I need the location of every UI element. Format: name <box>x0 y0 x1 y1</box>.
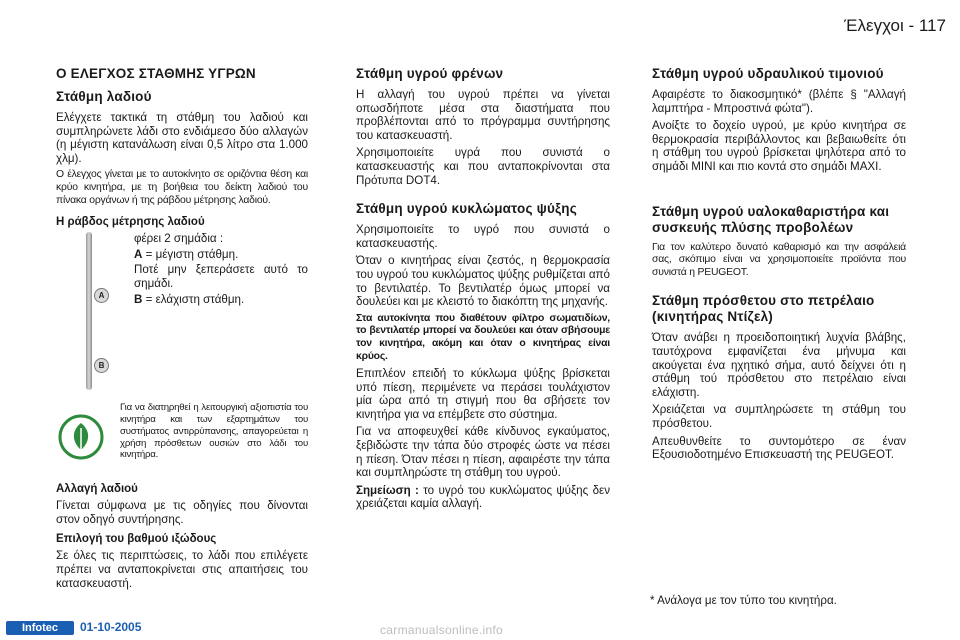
leaf-recycle-icon <box>58 414 104 460</box>
dipstick-intro: φέρει 2 σημάδια : <box>134 232 224 246</box>
diesel-additive-paragraph-1: Όταν ανάβει η προειδοποιητική λυχνία βλάβης, ταυτόχρονα εμφανίζεται ένα μήνυμα και ακούγεται ένα ηχητικό σήμα, αυτό δείχνει ότι η στάθμη τού πρόσθετου στο πετρέλαιο είναι ελάχιστη. <box>652 331 906 399</box>
dipstick-icon <box>86 232 92 390</box>
page-header: Έλεγχοι - 117 <box>844 16 946 35</box>
dipstick-mark-b: B <box>94 358 109 373</box>
dipstick-b-line <box>134 293 308 307</box>
mark-b-text: = ελάχιστη στάθμη. <box>142 292 245 306</box>
mark-a-text: = μέγιστη στάθμη. <box>142 247 239 261</box>
eco-note <box>56 402 308 476</box>
steering-fluid-paragraph-1: Αφαιρέστε το διακοσμητικό* (βλέπε § "Αλλαγή λαμπτήρα - Μπροστινά φώτα"). <box>652 88 906 115</box>
oil-grade-text: Σε όλες τις περιπτώσεις, το λάδι που επιλέγετε πρέπει να ανταποκρίνεται στις απαιτήσεις του κατασκευαστή. <box>56 549 308 590</box>
coolant-note <box>356 484 610 511</box>
dipstick-mark-a: A <box>94 288 109 303</box>
oil-change-title: Αλλαγή λαδιού <box>56 483 138 496</box>
mark-b-letter: B <box>134 292 143 306</box>
eco-note-paragraph: Για να διατηρηθεί η λειτουργική αξιοπιστία του κινητήρα και των εξαρτημάτων του συστήματος αντιρρύπανσης, απαγορεύεται η χρήση πρόσθετων ουσιών στο λάδι του κινητήρα. <box>120 402 308 461</box>
diesel-additive-title: Στάθμη πρόσθετου στο πετρέλαιο (κινητήρας Ντίζελ) <box>652 293 875 325</box>
brake-fluid-paragraph-1: Η αλλαγή του υγρού πρέπει να γίνεται οπωσδήποτε μέσα στα διαστήματα που προβλέπονται από το πρόγραμμα συντήρησης του κατασκευαστή. <box>356 88 610 142</box>
steering-fluid-title: Στάθμη υγρού υδραυλικού τιμονιού <box>652 66 884 81</box>
coolant-title: Στάθμη υγρού κυκλώματος ψύξης <box>356 201 577 217</box>
diesel-additive-paragraph-2: Χρειάζεται να συμπληρώσετε τη στάθμη του πρόσθετου. <box>652 403 906 430</box>
watermark: carmanualsonline.info <box>380 623 504 637</box>
coolant-paragraph-2: Όταν ο κινητήρας είναι ζεστός, η θερμοκρασία του υγρού του κυκλώματος ψύξης ρυθμίζεται από το βεντιλατέρ. Το βεντιλατέρ όμως μπορεί να δουλεύει και με κλειστό το διακόπτη της μηχανής. <box>356 254 610 309</box>
oil-grade-title: Επιλογή του βαθμού ιξώδους <box>56 533 217 546</box>
mark-a-letter: A <box>134 247 143 261</box>
diesel-additive-paragraph-3: Απευθυνθείτε το συντομότερο σε έναν Εξουσιοδοτημένο Επισκευαστή της PEUGEOT. <box>652 434 906 462</box>
dipstick-title: Η ράβδος μέτρησης λαδιού <box>56 216 205 229</box>
oil-change-text: Γίνεται σύμφωνα με τις οδηγίες που δίνονται στον οδηγό συντήρησης. <box>56 499 308 526</box>
eco-note-text <box>120 402 308 465</box>
dipstick-a-line <box>134 248 308 262</box>
coolant-warning-bold: Στα αυτοκίνητα που διαθέτουν φίλτρο σωματιδίων, το βεντιλατέρ μπορεί να δουλεύει και όταν σβήσουμε τον κινητήρα, ακόμη και όταν ο κινητήρας είναι κρύος. <box>356 312 610 362</box>
footer-date: 01-10-2005 <box>80 620 142 634</box>
coolant-note-label: Σημείωση : <box>356 483 419 497</box>
coolant-note-text: το υγρό του κυκλώματος ψύξης δεν χρειάζεται καμία αλλαγή. <box>356 483 610 511</box>
dipstick-illustration <box>56 232 308 396</box>
brake-fluid-title: Στάθμη υγρού φρένων <box>356 66 504 81</box>
coolant-paragraph-5: Για να αποφευχθεί κάθε κίνδυνος εγκαύματος, ξεβιδώστε την τάπα δύο στροφές ώστε να πέσει η πίεση. Όταν πέσει η πίεση, αφαιρέστε την τάπα και συμπληρώστε τη στάθμη του υγρού. <box>356 425 610 480</box>
steering-fluid-paragraph-2: Ανοίξτε το δοχείο υγρού, με κρύο κινητήρα σε θερμοκρασία περιβάλλοντος και βεβαιωθείτε ότι η στάθμη του υγρού βρίσκεται ψηλότερα από το σημάδι MINI και πιο κοντά στο σημάδι MAXI. <box>652 119 906 173</box>
dipstick-description <box>134 232 308 308</box>
column-right <box>652 66 906 466</box>
oil-level-title: Στάθμη λαδιού <box>56 89 152 104</box>
coolant-paragraph-4: Επιπλέον επειδή το κύκλωμα ψύξης βρίσκεται υπό πίεση, περιμένετε να περάσει τουλάχιστον μία ώρα από τη στιγμή που θα σβήσετε τον κινητήρα για να επέμβετε στο σύστημα. <box>356 367 610 421</box>
brake-fluid-paragraph-2: Χρησιμοποιείτε υγρά που συνιστά ο κατασκευαστής και που ανταποκρίνονται στα Πρότυπα DOT4. <box>356 146 610 187</box>
section-title: Ο ΕΛΕΓΧΟΣ ΣΤΑΘΜΗΣ ΥΓΡΩΝ <box>56 66 256 81</box>
dipstick-warning: Ποτέ μην ξεπεράσετε αυτό το σημάδι. <box>134 263 308 290</box>
oil-level-paragraph-2: Ο έλεγχος γίνεται με το αυτοκίνητο σε οριζόντια θέση και κρύο κινητήρα, με τη βοήθεια του δείκτη λαδιού του πίνακα οργάνων ή της ράβδου μέτρησης λαδιού. <box>56 169 308 206</box>
washer-fluid-text: Για τον καλύτερο δυνατό καθαρισμό και την ασφάλειά σας, σκόπιμο είναι να χρησιμοποιείτε προϊόντα που συνιστά η PEUGEOT. <box>652 241 906 278</box>
washer-fluid-title: Στάθμη υγρού υαλοκαθαριστήρα και συσκευής πλύσης προβολέων <box>652 203 890 235</box>
footnote: * Ανάλογα με τον τύπο του κινητήρα. <box>650 594 837 607</box>
infotec-logo: Infotec <box>6 621 74 635</box>
column-left <box>56 66 308 594</box>
column-middle <box>356 66 610 515</box>
oil-level-paragraph-1: Ελέγχετε τακτικά τη στάθμη του λαδιού και συμπληρώνετε λάδι στο ενδιάμεσο δύο αλλαγών (η μέγιστη κατανάλωση είναι 0,5 λίτρο στα 1.000 χλμ). <box>56 111 308 165</box>
coolant-paragraph-1: Χρησιμοποιείτε το υγρό που συνιστά ο κατασκευαστής. <box>356 223 610 250</box>
